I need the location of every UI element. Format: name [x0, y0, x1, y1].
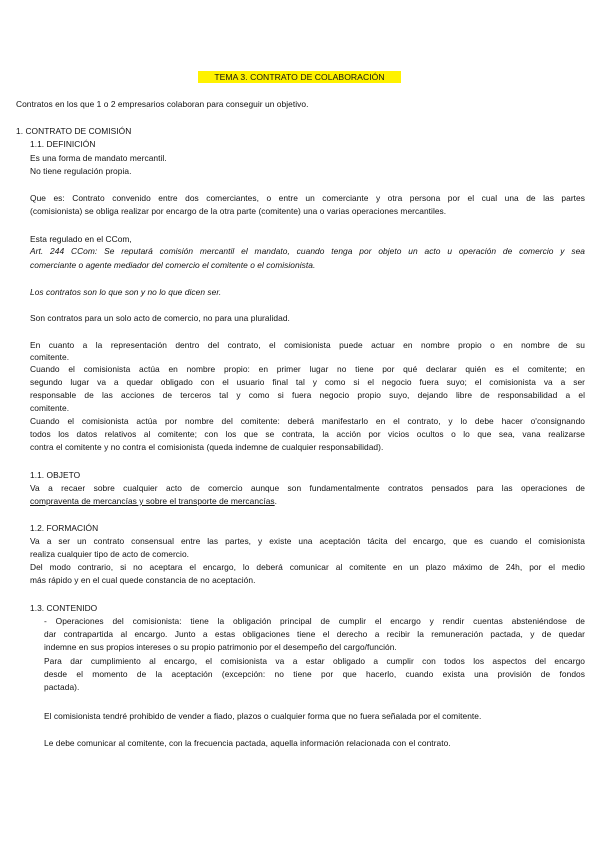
paragraph-line: Son contratos para un solo acto de comercio, no para una pluralidad. — [30, 313, 290, 323]
paragraph-line: comitente. — [30, 403, 70, 413]
subsection-heading: 1.1. OBJETO — [30, 470, 81, 480]
paragraph-line: Del modo contrario, si no aceptara el encargo, lo deberá comunicar al comitente en un plazo máximo de 24h, por el medio — [30, 562, 585, 572]
paragraph-line: Que es: Contrato convenido entre dos comerciantes, o entre un comerciante y otra persona por el cual una de las partes — [30, 193, 585, 203]
paragraph-line: (comisionista) se obliga realizar por encargo de la otra parte (comitente) una o varias operaciones mercantiles. — [30, 206, 447, 216]
paragraph-line: Va a recaer sobre cualquier acto de comercio aunque son fundamentalmente contratos pensados para las operaciones de — [30, 483, 585, 493]
article-quote: comerciante o agente mediador del comercio el comitente o el comisionista. — [30, 260, 316, 270]
paragraph-line: Es una forma de mandato mercantil. — [30, 153, 167, 163]
paragraph-line: Va a ser un contrato consensual entre las partes, y existe una aceptación tácita del encargo, que es cuando el comisionista — [30, 536, 585, 546]
paragraph-line: En cuanto a la representación dentro del contrato, el comisionista puede actuar en nombre propio o en nombre de su — [30, 340, 585, 350]
subsection-heading: 1.3. CONTENIDO — [30, 603, 98, 613]
paragraph-line: No tiene regulación propia. — [30, 166, 132, 176]
paragraph-line: indemne en sus propios intereses o su propio patrimonio por el desempeño del cargo/función. — [44, 642, 397, 652]
paragraph-line: más rápido y en el cual quede constancia de no aceptación. — [30, 575, 256, 585]
paragraph-line: compraventa de mercancías y sobre el transporte de mercancías. — [30, 496, 278, 506]
paragraph-line: El comisionista tendré prohibido de vender a fiado, plazos o cualquier forma que no fuera señalada por el comitente. — [44, 711, 482, 721]
paragraph-line: responsable de las acciones de terceros tal y como si fuera negocio propio suyo, dejando libre de responsabilidad a el — [30, 390, 585, 400]
article-quote: Art. 244 CCom: Se reputará comisión mercantil el mandato, cuando tenga por objeto un acto u operación de comercio y sea — [30, 246, 585, 256]
paragraph-line: comitente. — [30, 352, 70, 362]
legal-maxim: Los contratos son lo que son y no lo que dicen ser. — [30, 287, 222, 297]
subsection-heading: 1.2. FORMACIÓN — [30, 523, 99, 533]
paragraph-line: pactada). — [44, 682, 80, 692]
paragraph-line: Para dar cumplimiento al encargo, el comisionista va a estar obligado a cumplir con todos los aspectos del encargo — [44, 656, 585, 666]
paragraph-line: todos los datos relativos al comitente; con los que se contrata, la acción por vicios ocultos o lo que sea, vana realizarse — [30, 429, 585, 439]
document-title: TEMA 3. CONTRATO DE COLABORACIÓN — [214, 71, 385, 82]
intro-text: Contratos en los que 1 o 2 empresarios colaboran para conseguir un objetivo. — [16, 99, 309, 109]
paragraph-line: - Operaciones del comisionista: tiene la obligación principal de cumplir el encargo y rendir cuentas absteniéndose de — [44, 616, 585, 626]
paragraph-line: desde el momento de la aceptación (excepción: no tiene por que hacerlo, cuando exista una provisión de fondos — [44, 669, 585, 679]
paragraph-line: Cuando el comisionista actúa en nombre propio: en primer lugar no tiene por qué declarar quién es el comitente; en — [30, 364, 585, 374]
paragraph-line: Esta regulado en el CCom, — [30, 234, 132, 244]
section-heading: 1. CONTRATO DE COMISIÓN — [16, 126, 132, 136]
paragraph-line: realiza cualquier tipo de acto de comercio. — [30, 549, 190, 559]
paragraph-line: contra el comitente y no contra el comisionista (queda indemne de cualquier responsabilidad). — [30, 442, 384, 452]
underlined-text: compraventa de mercancías y sobre el transporte de mercancías — [30, 496, 275, 506]
paragraph-line: Cuando el comisionista actúa por nombre del comitente: deberá manifestarlo en el contrato, y lo debe hacer o'consignando — [30, 416, 585, 426]
subsection-heading: 1.1. DEFINICIÓN — [30, 139, 96, 149]
paragraph-line: dar contrapartida al encargo. Junto a estas obligaciones tiene el derecho a recibir la remuneración pactada, y de quedar — [44, 629, 585, 639]
paragraph-line: Le debe comunicar al comitente, con la frecuencia pactada, aquella información relacionada con el contrato. — [44, 738, 451, 748]
paragraph-line: segundo lugar va a quedar obligado con el usuario final tal y como si el negocio fuera suyo; el comisionista va a ser — [30, 377, 585, 387]
